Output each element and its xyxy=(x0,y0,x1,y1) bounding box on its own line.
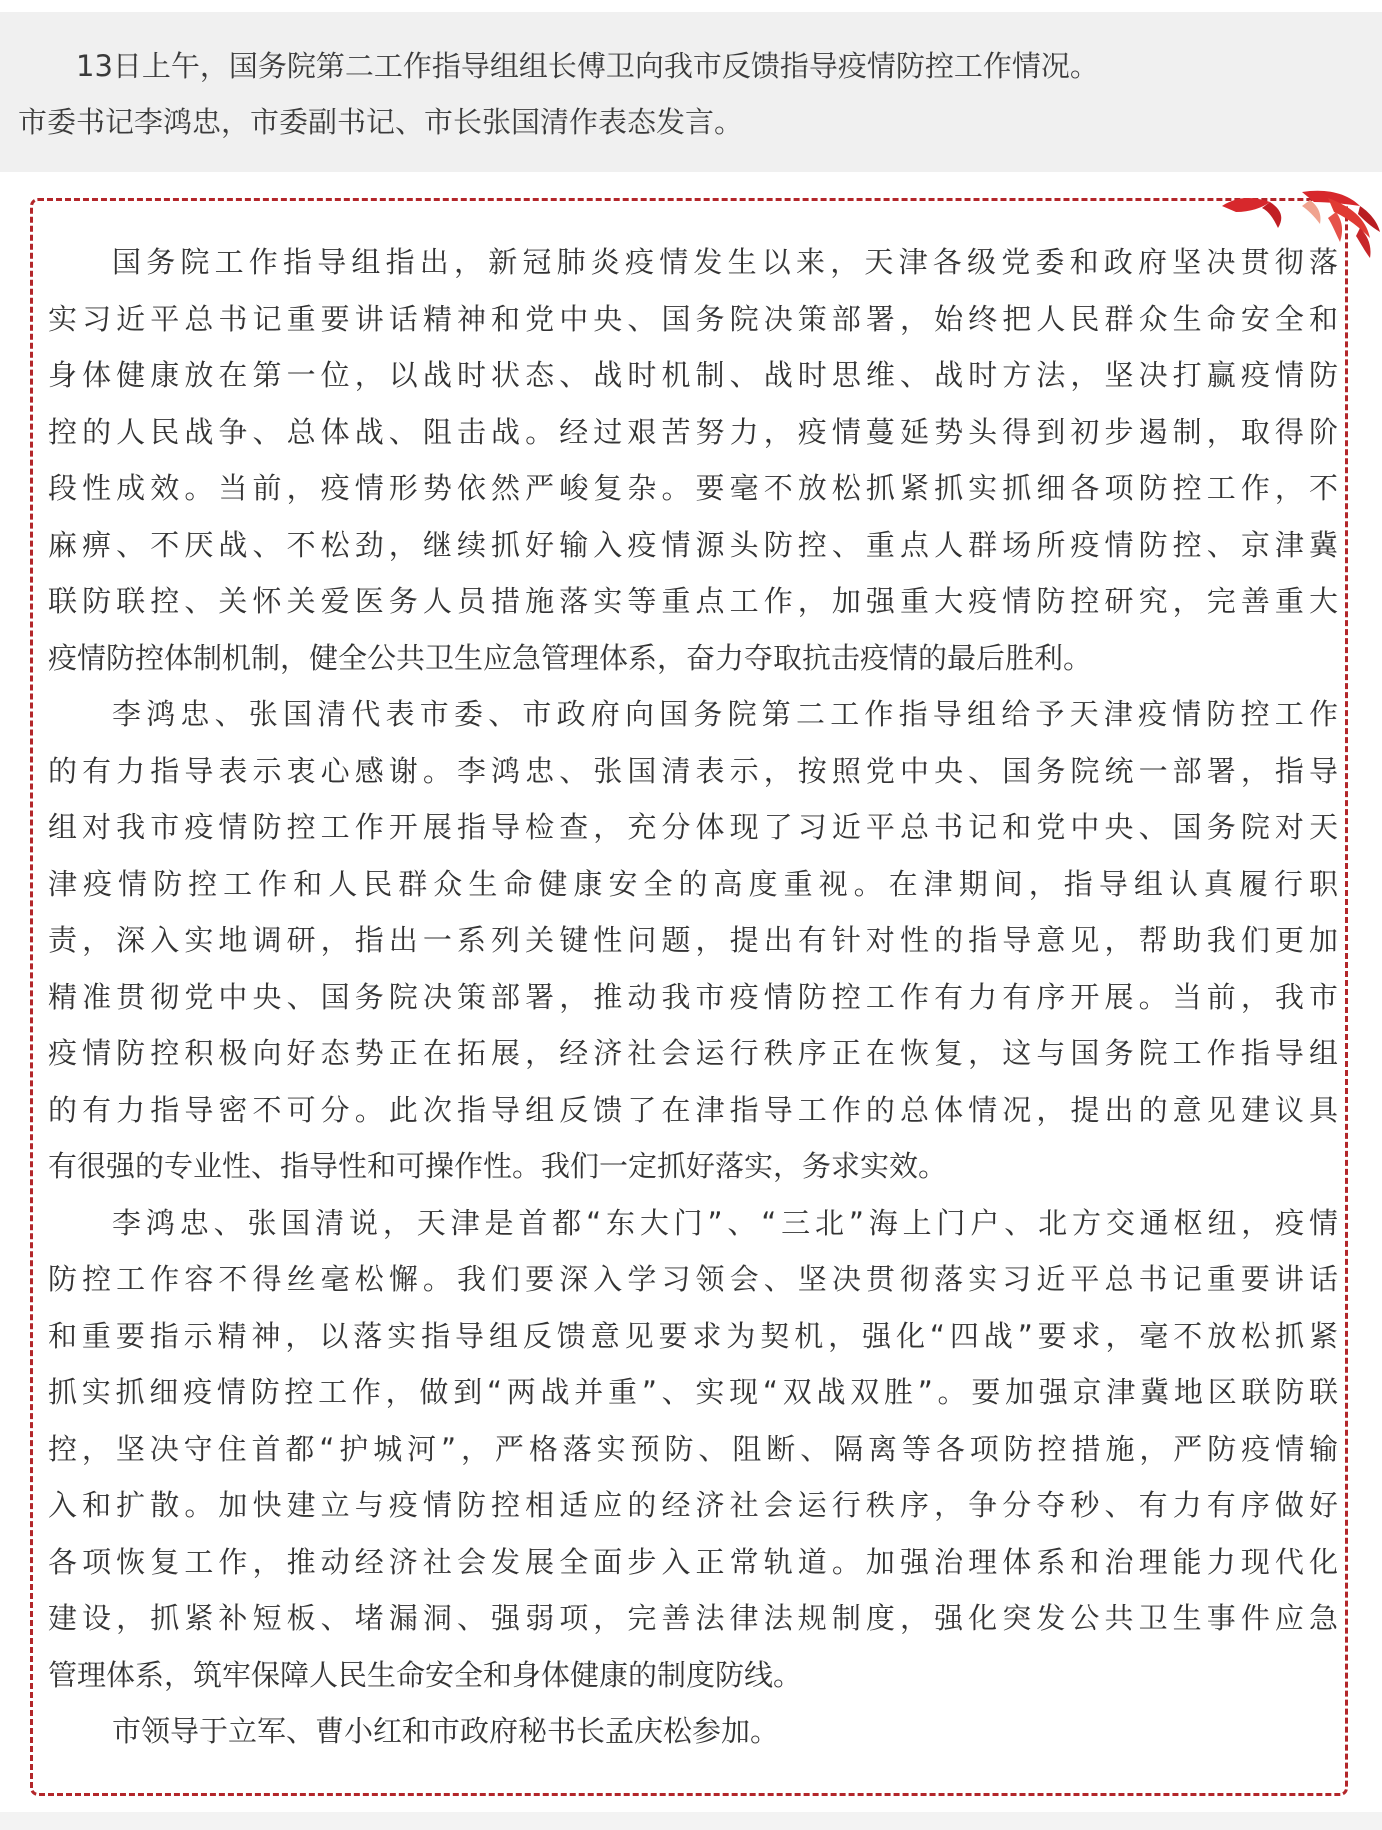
article-line: 实习近平总书记重要讲话精神和党中央、国务院决策部署，始终把人民群众生命安全和 xyxy=(48,301,1338,336)
footer-band xyxy=(0,1812,1382,1830)
article-line: 建设，抓紧补短板、堵漏洞、强弱项，完善法律法规制度，强化突发公共卫生事件应急 xyxy=(48,1601,1338,1635)
article-line: 入和扩散。加快建立与疫情防控相适应的经济社会运行秩序，争分夺秒、有力有序做好 xyxy=(48,1488,1338,1522)
article-line: 市领导于立军、曹小红和市政府秘书长孟庆松参加。 xyxy=(112,1714,780,1748)
article-line: 各项恢复工作，推动经济社会发展全面步入正常轨道。加强治理体系和治理能力现代化 xyxy=(48,1544,1338,1579)
article-line: 的有力指导表示衷心感谢。李鸿忠、张国清表示，按照党中央、国务院统一部署，指导 xyxy=(48,753,1338,788)
article-line: 疫情防控积极向好态势正在拓展，经济社会运行秩序正在恢复，这与国务院工作指导组 xyxy=(48,1036,1338,1070)
article-line: 李鸿忠、张国清代表市委、市政府向国务院第二工作指导组给予天津疫情防控工作 xyxy=(112,697,1338,731)
article-line: 防控工作容不得丝毫松懈。我们要深入学习领会、坚决贯彻落实习近平总书记重要讲话 xyxy=(48,1262,1338,1296)
article-line: 的有力指导密不可分。此次指导组反馈了在津指导工作的总体情况，提出的意见建议具 xyxy=(48,1092,1338,1127)
intro-line-1: 13日上午，国务院第二工作指导组组长傅卫向我市反馈指导疫情防控工作情况。 xyxy=(76,49,1099,83)
intro-text xyxy=(18,38,1370,150)
article-line: 津疫情防控工作和人民群众生命健康安全的高度重视。在津期间，指导组认真履行职 xyxy=(48,866,1338,901)
article-line: 疫情防控体制机制，健全公共卫生应急管理体系，奋力夺取抗击疫情的最后胜利。 xyxy=(48,640,1093,675)
article-line: 管理体系，筑牢保障人民生命安全和身体健康的制度防线。 xyxy=(48,1657,803,1692)
article-line: 麻痹、不厌战、不松劲，继续抓好输入疫情源头防控、重点人群场所疫情防控、京津冀 xyxy=(48,527,1338,562)
article-line: 精准贯彻党中央、国务院决策部署，推动我市疫情防控工作有力有序开展。当前，我市 xyxy=(48,979,1338,1014)
article-line: 身体健康放在第一位，以战时状态、战时机制、战时思维、战时方法，坚决打赢疫情防 xyxy=(48,358,1338,392)
article-line: 组对我市疫情防控工作开展指导检查，充分体现了习近平总书记和党中央、国务院对天 xyxy=(48,810,1338,844)
article-line: 李鸿忠、张国清说，天津是首都“东大门”、“三北”海上门户、北方交通枢纽，疫情 xyxy=(112,1205,1338,1240)
article-line: 联防联控、关怀关爱医务人员措施落实等重点工作，加强重大疫情防控研究，完善重大 xyxy=(48,584,1338,618)
article-line: 控，坚决守住首都“护城河”，严格落实预防、阻断、隔离等各项防控措施，严防疫情输 xyxy=(48,1431,1338,1466)
article-line: 抓实抓细疫情防控工作，做到“两战并重”、实现“双战双胜”。要加强京津冀地区联防联 xyxy=(48,1375,1338,1409)
article-body xyxy=(48,234,1338,1760)
article-line: 控的人民战争、总体战、阻击战。经过艰苦努力，疫情蔓延势头得到初步遏制，取得阶 xyxy=(48,414,1338,449)
article-line: 有很强的专业性、指导性和可操作性。我们一定抓好落实，务求实效。 xyxy=(48,1149,948,1183)
article-line: 国务院工作指导组指出，新冠肺炎疫情发生以来，天津各级党委和政府坚决贯彻落 xyxy=(112,245,1338,279)
intro-line-2: 市委书记李鸿忠，市委副书记、市长张国清作表态发言。 xyxy=(18,105,744,139)
article-line: 段性成效。当前，疫情形势依然严峻复杂。要毫不放松抓紧抓实抓细各项防控工作，不 xyxy=(48,471,1338,505)
article-line: 责，深入实地调研，指出一系列关键性问题，提出有针对性的指导意见，帮助我们更加 xyxy=(48,923,1338,957)
article-line: 和重要指示精神，以落实指导组反馈意见要求为契机，强化“四战”要求，毫不放松抓紧 xyxy=(48,1318,1338,1353)
